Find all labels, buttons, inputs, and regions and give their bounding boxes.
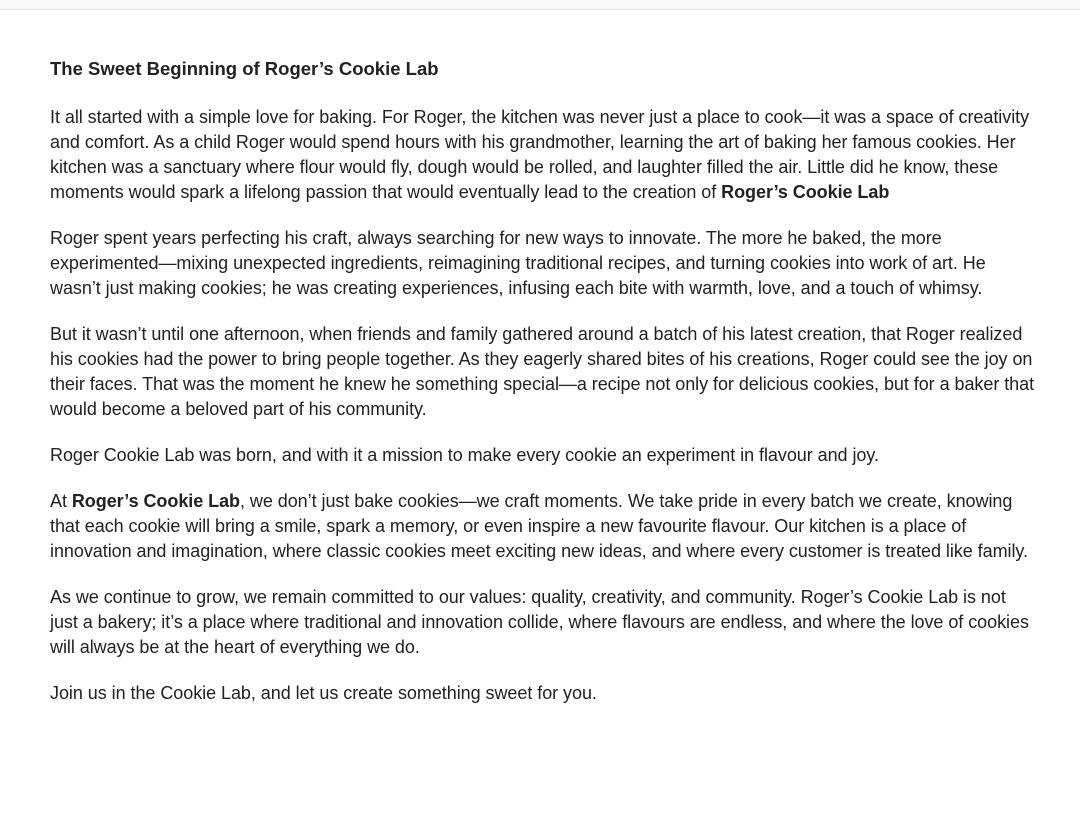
document-body <box>50 56 1035 727</box>
paragraph-realization: But it wasn’t until one afternoon, when friends and family gathered around a batch of his latest creation, that Roger realized his cookies had the power to bring people together. As they eagerly shared bites of his creations, Roger could see the joy on their faces. That was the moment he knew he something special—a recipe not only for delicious cookies, but for a baker that would become a beloved part of his community. <box>50 324 1035 419</box>
paragraph-born: Roger Cookie Lab was born, and with it a mission to make every cookie an experiment in flavour and joy. <box>50 445 879 465</box>
top-browser-strip <box>0 0 1080 10</box>
brand-name-bold: Roger’s Cookie Lab <box>721 182 890 202</box>
paragraph-mission <box>50 489 1035 564</box>
paragraph-text: It all started with a simple love for baking. For Roger, the kitchen was never just a place to cook—it was a space of creativity and comfort. As a child Roger would spend hours with his grandmother, learning the art of baking her famous cookies. Her kitchen was a sanctuary where flour would fly, dough would be rolled, and laughter filled the air. Little did he know, these moments would spark a lifelong passion that would eventually lead to the creation of <box>50 107 1030 202</box>
paragraph-craft: Roger spent years perfecting his craft, always searching for new ways to innovate. The more he baked, the more experimented—mixing unexpected ingredients, reimagining traditional recipes, and turning cookies into work of art. He wasn’t just making cookies; he was creating experiences, infusing each bite with warmth, love, and a touch of whimsy. <box>50 228 986 298</box>
brand-name-bold: Roger’s Cookie Lab <box>71 491 240 511</box>
paragraph-origin <box>50 105 1035 205</box>
paragraph-values: As we continue to grow, we remain committed to our values: quality, creativity, and community. Roger’s Cookie Lab is not just a bakery; it’s a place where traditional and innovation collide, where flavours are endless, and where the love of cookies will always be at the heart of everything we do. <box>50 587 1029 657</box>
paragraph-text: , we don’t just bake cookies—we craft moments. We take pride in every batch we create, knowing that each cookie will bring a smile, spark a memory, or even inspire a new favourite flavour. Our kitchen is a place of innovation and imagination, where classic cookies meet exciting new ideas, and where every customer is treated like family. <box>50 491 1028 561</box>
paragraph-closing: Join us in the Cookie Lab, and let us create something sweet for you. <box>50 683 597 703</box>
paragraph-text: At <box>50 491 72 511</box>
page-title: The Sweet Beginning of Roger’s Cookie Lab <box>50 58 439 79</box>
